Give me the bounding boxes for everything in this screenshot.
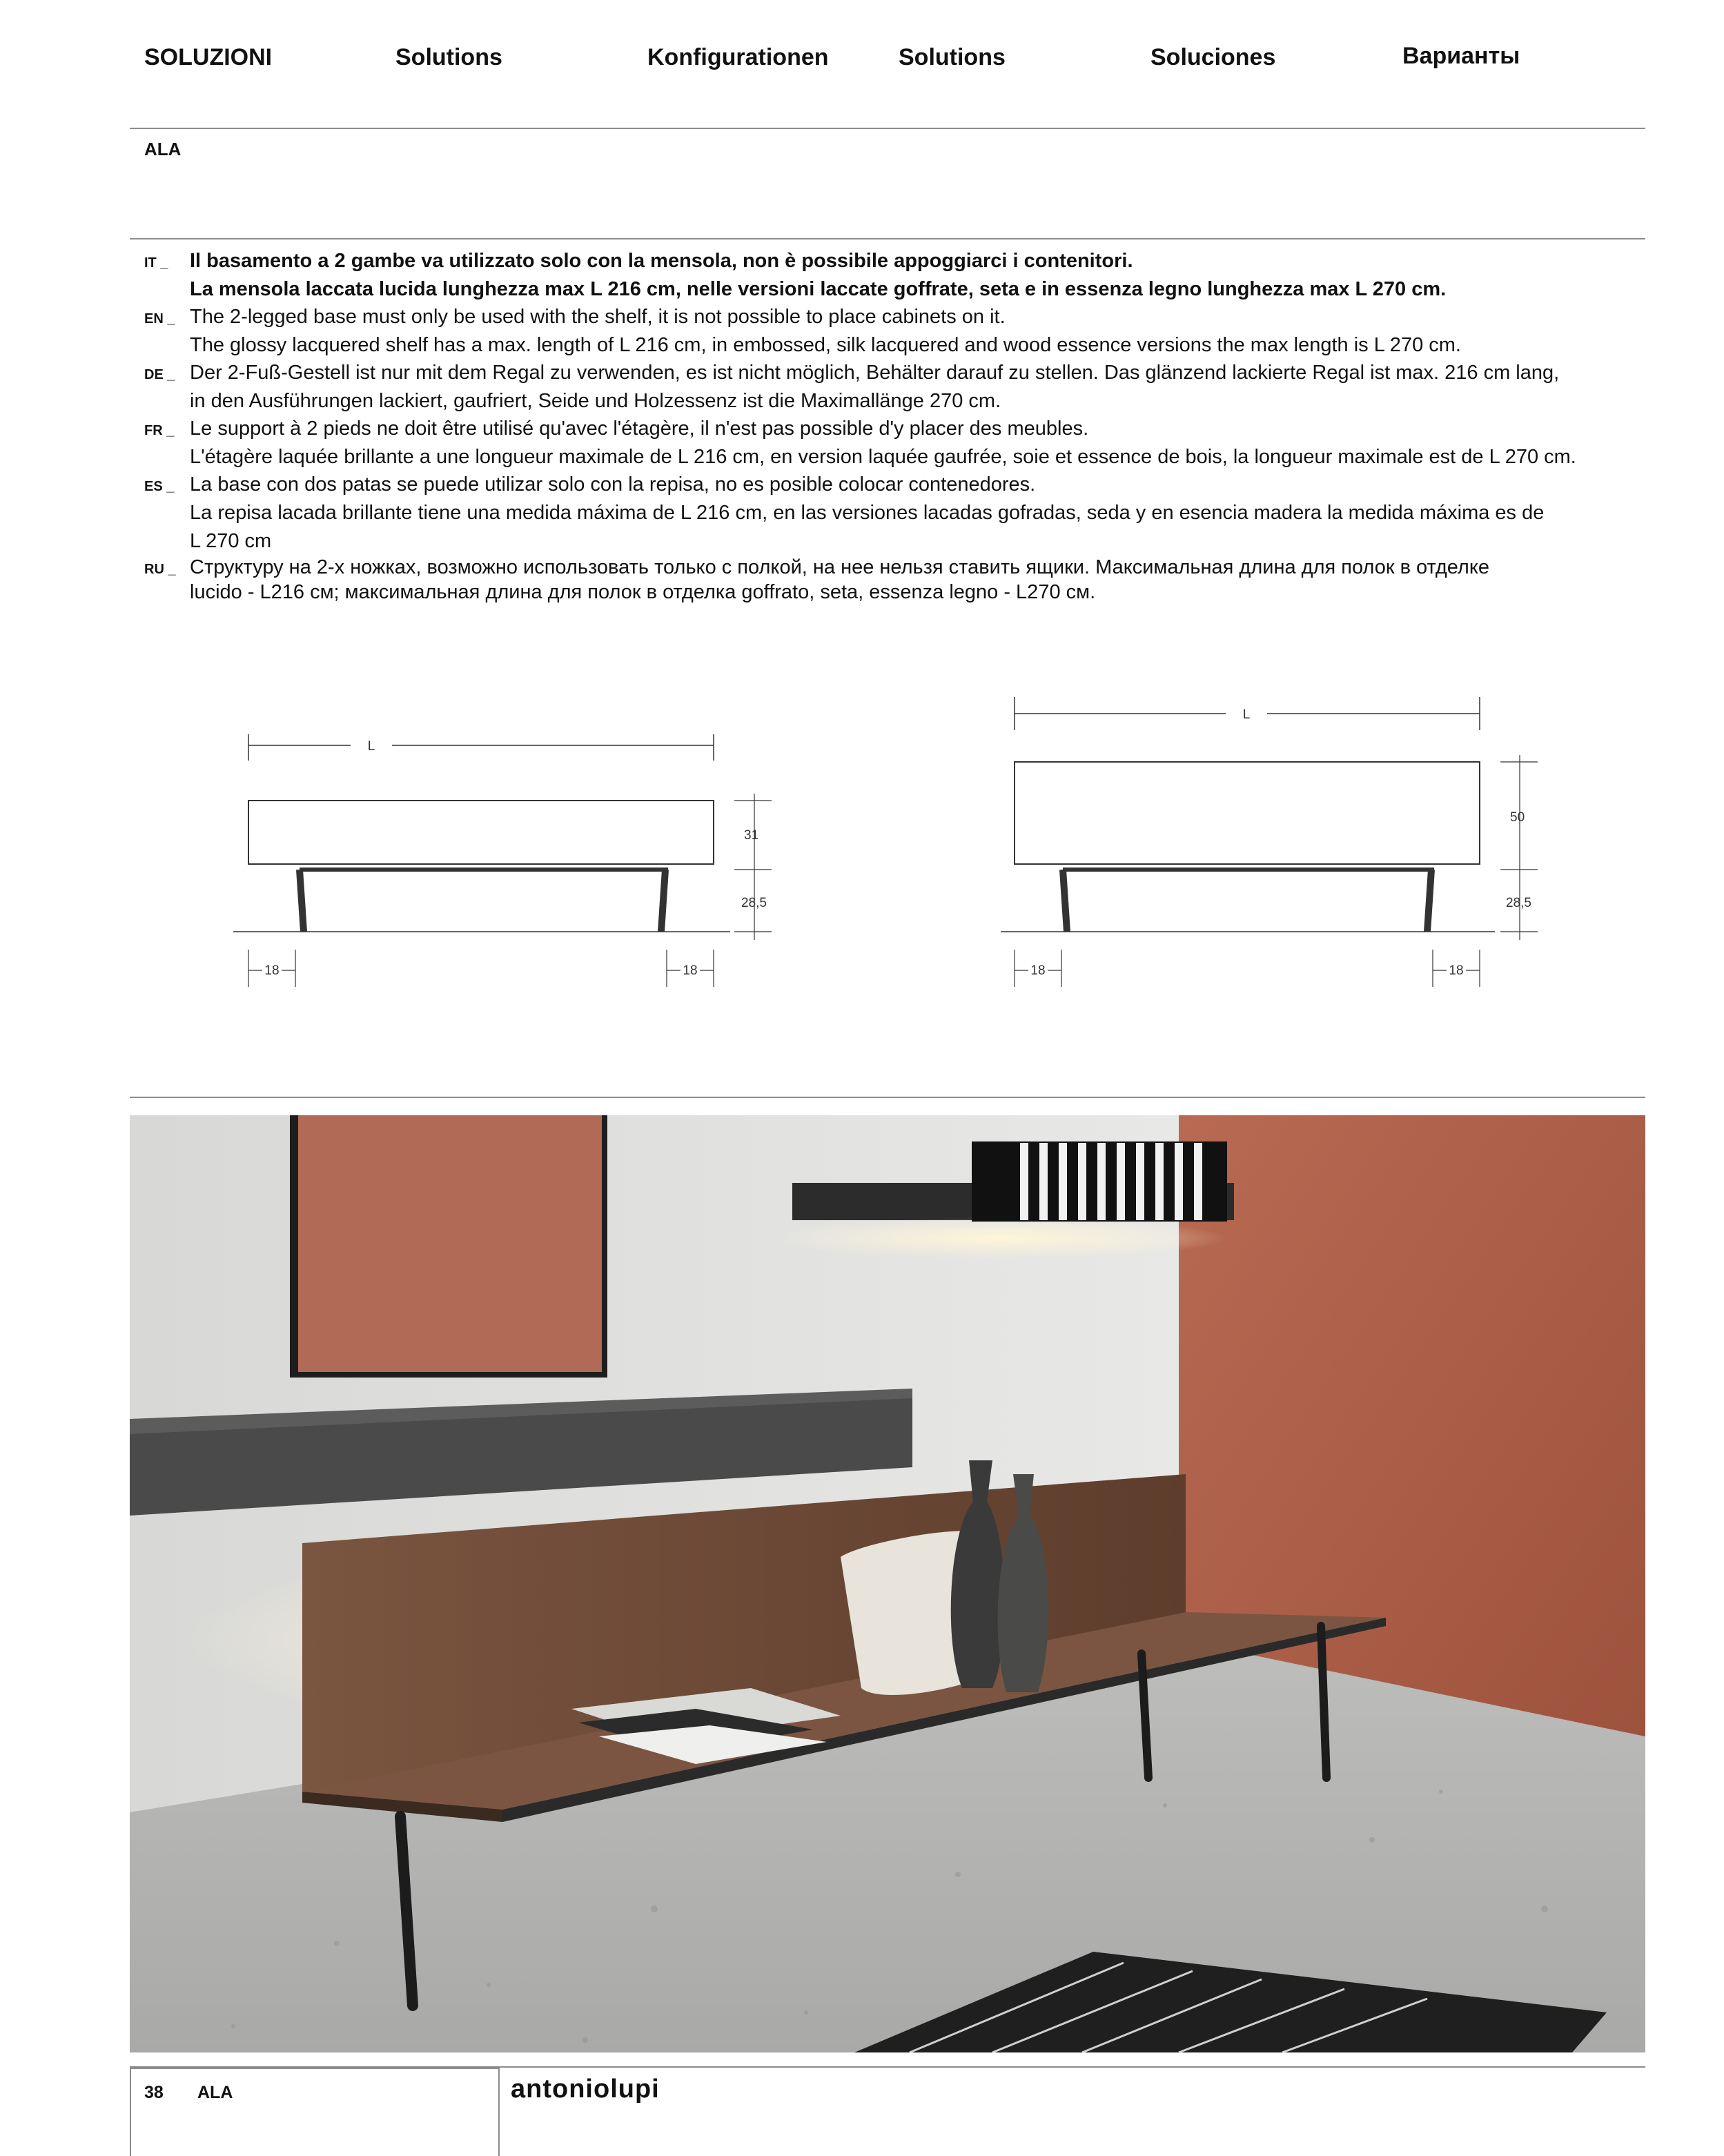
lang-code: DE _ — [144, 367, 175, 382]
product-photo — [130, 1115, 1645, 2052]
note-line: Структуру на 2-х ножках, возможно использовать только с полкой, на нее нельзя ставить ящики. Максимальная длина для полок в отделке — [190, 556, 1489, 578]
dim-height-base: 28,5 — [741, 896, 767, 910]
note-line: Le support à 2 pieds ne doit être utilisé qu'avec l'étagère, il n'est pas possible d'y placer des meubles. — [190, 418, 1089, 440]
dim-height-top: 50 — [1510, 810, 1525, 825]
dim-leg-right: 18 — [1449, 963, 1464, 978]
header-rule — [130, 128, 1645, 129]
lang-code: FR _ — [144, 423, 175, 438]
header-col-ru: Варианты — [1402, 43, 1520, 69]
brand-logo: antoniolupi — [511, 2075, 660, 2104]
note-line: La repisa lacada brillante tiene una medida máxima de L 216 cm, en las versiones lacadas gofradas, seda y en esencia madera la medida máxima es de — [190, 502, 1545, 524]
note-line: lucido - L216 см; максимальная длина для полок в отделка goffrato, seta, essenza legno - L270 см. — [190, 581, 1096, 603]
note-line: L'étagère laquée brillante a une longueur maximale de L 216 cm, en version laquée gaufrée, soie et essence de bois, la longueur maximale est de L 270 cm. — [190, 446, 1576, 468]
section-rule — [130, 238, 1645, 239]
lang-code: EN _ — [144, 311, 175, 326]
lang-code: IT _ — [144, 255, 168, 271]
striped-box — [972, 1141, 1227, 1222]
note-line: La base con dos patas se puede utilizar solo con la repisa, no es posible colocar contenedores. — [190, 473, 1036, 496]
note-line: Il basamento a 2 gambe va utilizzato solo con la mensola, non è possibile appoggiarci i contenitori. — [190, 250, 1133, 272]
dim-height-base: 28,5 — [1506, 896, 1531, 910]
header-col-fr: Solutions — [899, 44, 1006, 70]
note-line: Der 2-Fuß-Gestell ist nur mit dem Regal zu verwenden, es ist nicht möglich, Behälter darauf zu stellen. Das glänzend lackierte Regal ist max. 216 cm lang, — [190, 362, 1560, 384]
dim-length-label: L — [367, 739, 375, 754]
drawing-right — [1001, 697, 1538, 987]
dim-length-label: L — [1242, 707, 1251, 722]
header-col-de: Konfigurationen — [647, 44, 829, 70]
note-line: The 2-legged base must only be used with the shelf, it is not possible to place cabinets on it. — [190, 306, 1006, 328]
section-title: ALA — [144, 139, 182, 159]
dim-leg-left: 18 — [264, 963, 280, 978]
dim-leg-left: 18 — [1030, 963, 1046, 978]
lang-code: ES _ — [144, 479, 175, 494]
page-number: 38 — [144, 2083, 164, 2102]
note-line: La mensola laccata lucida lunghezza max L 216 cm, nelle versioni laccate goffrate, seta e in essenza legno lunghezza max L 270 cm. — [190, 278, 1447, 300]
header-col-en: Solutions — [395, 44, 502, 70]
drawing-left — [233, 734, 772, 987]
note-line: L 270 cm — [190, 530, 272, 552]
note-line: in den Ausführungen lackiert, gaufriert, Seide und Holzessenz ist die Maximallänge 270 cm. — [190, 390, 1001, 412]
header-col-it: SOLUZIONI — [144, 44, 273, 70]
photo-rule — [130, 1097, 1645, 1098]
technical-drawings — [130, 683, 1645, 1008]
lang-code: RU _ — [144, 562, 176, 577]
dim-height-top: 31 — [744, 828, 759, 843]
note-line: The glossy lacquered shelf has a max. length of L 216 cm, in embossed, silk lacquered and wood essence versions the max length is L 270 cm. — [190, 334, 1461, 356]
footer-box — [130, 2068, 500, 2156]
dim-leg-right: 18 — [683, 963, 698, 978]
footer-section: ALA — [197, 2083, 233, 2102]
header-col-es: Soluciones — [1150, 44, 1276, 70]
